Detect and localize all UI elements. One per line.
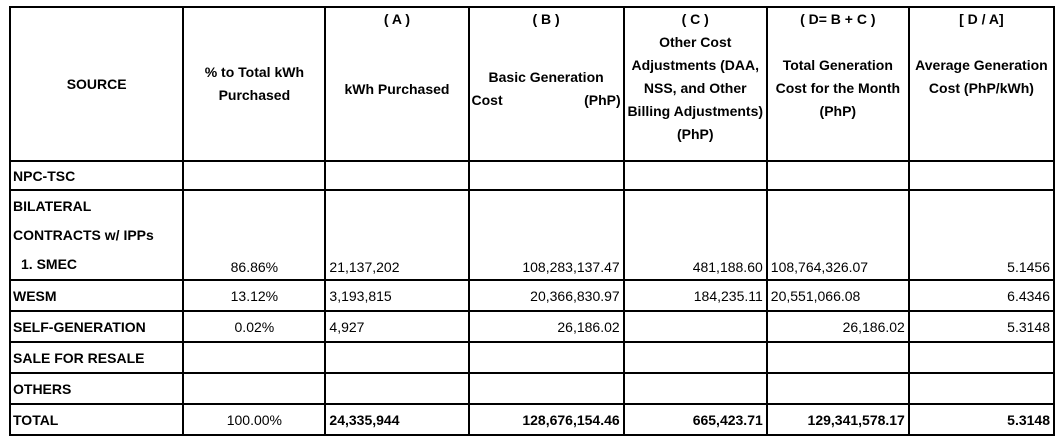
table-row: [10, 190, 1054, 280]
header-percent: % to Total kWh Purchased: [183, 7, 325, 161]
header-a-tag: ( A ): [383, 11, 411, 27]
total-row: [10, 404, 1054, 435]
header-b-unit: (PhP): [584, 92, 621, 108]
row-source: [10, 190, 183, 280]
cell-basic-cost: 26,186.02: [469, 311, 624, 342]
row-source-line1: BILATERAL: [13, 198, 92, 214]
cell-other-adj: 184,235.11: [624, 280, 767, 311]
cell-basic-cost: 108,283,137.47: [469, 190, 624, 280]
cell-total-cost: 26,186.02: [767, 311, 909, 342]
header-e-label: Average Generation Cost (PhP/kWh): [915, 57, 1048, 96]
row-source: NPC-TSC: [10, 161, 183, 190]
header-b-line2: [472, 89, 621, 112]
header-c: [624, 7, 767, 161]
header-source: SOURCE: [10, 7, 183, 161]
header-c-tag: ( C ): [681, 11, 709, 27]
cell-other-adj: 665,423.71: [624, 404, 767, 435]
cell-total-cost: 129,341,578.17: [767, 404, 909, 435]
cell-average-cost: 5.1456: [909, 190, 1054, 280]
table-row: [10, 161, 1054, 190]
cell-other-adj: 481,188.60: [624, 190, 767, 280]
row-source-line2: CONTRACTS w/ IPPs: [13, 227, 154, 243]
cell-basic-cost: 20,366,830.97: [469, 280, 624, 311]
header-d-tag: ( D= B + C ): [800, 11, 876, 27]
cell-kwh: 4,927: [325, 311, 468, 342]
row-source: SALE FOR RESALE: [10, 342, 183, 373]
header-d-label: Total Generation Cost for the Month (PhP): [775, 57, 901, 119]
table-row: [10, 373, 1054, 404]
cell-percent: 0.02%: [183, 311, 325, 342]
cell-basic-cost: 128,676,154.46: [469, 404, 624, 435]
row-source-item: 1. SMEC: [21, 256, 78, 272]
table-row: [10, 342, 1054, 373]
generation-cost-table: [9, 6, 1055, 436]
cell-percent: 13.12%: [183, 280, 325, 311]
row-source: SELF-GENERATION: [10, 311, 183, 342]
header-b-cost: Cost: [471, 92, 503, 108]
cell-average-cost: 6.4346: [909, 280, 1054, 311]
header-a-label: kWh Purchased: [344, 81, 450, 97]
header-b-tag: ( B ): [532, 11, 560, 27]
table-row: [10, 280, 1054, 311]
header-e: [909, 7, 1054, 161]
header-row: [10, 7, 1054, 161]
cell-average-cost: 5.3148: [909, 311, 1054, 342]
header-b: [469, 7, 624, 161]
header-c-label: Other Cost Adjustments (DAA, NSS, and Other Billing Adjustments) (PhP): [627, 34, 764, 142]
cell-kwh: 24,335,944: [325, 404, 468, 435]
cell-percent: 86.86%: [183, 190, 325, 280]
cell-kwh: 3,193,815: [325, 280, 468, 311]
cell-kwh: 21,137,202: [325, 190, 468, 280]
row-source: OTHERS: [10, 373, 183, 404]
cell-total-cost: 108,764,326.07: [767, 190, 909, 280]
header-b-label: Basic Generation: [488, 69, 604, 85]
header-e-tag: [ D / A]: [959, 11, 1004, 27]
cell-percent: 100.00%: [183, 404, 325, 435]
table-row: [10, 311, 1054, 342]
cell-average-cost: 5.3148: [909, 404, 1054, 435]
cell-total-cost: 20,551,066.08: [767, 280, 909, 311]
row-source: TOTAL: [10, 404, 183, 435]
header-d: [767, 7, 909, 161]
row-source: WESM: [10, 280, 183, 311]
header-a: [325, 7, 468, 161]
cell-other-adj: [624, 311, 767, 342]
